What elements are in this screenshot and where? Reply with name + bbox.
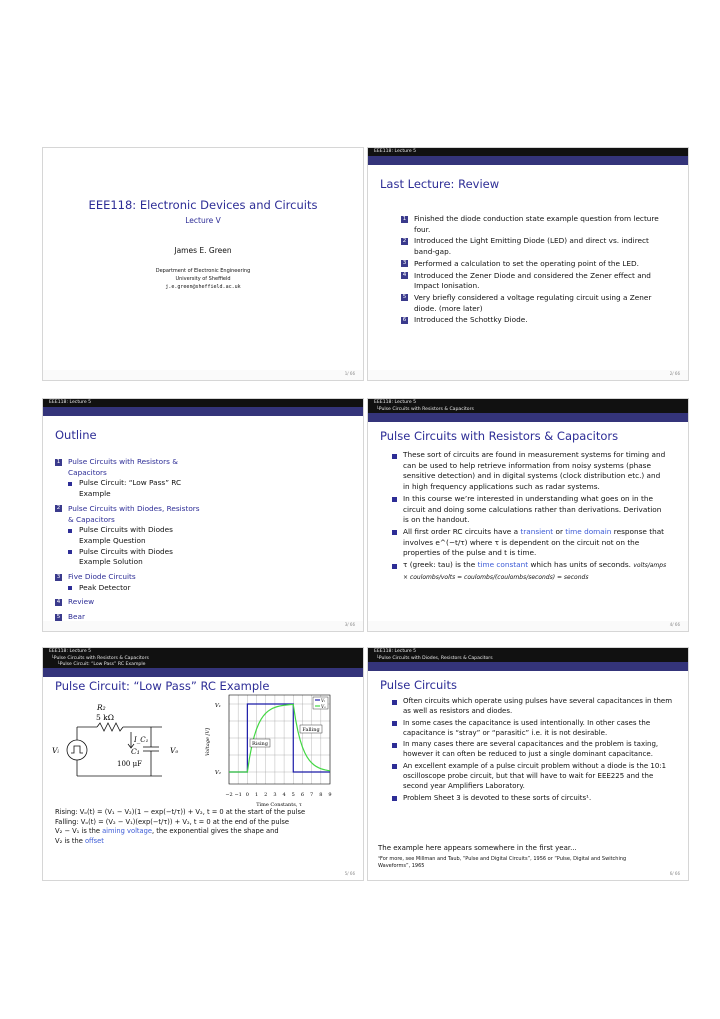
label-vi: Vᵢ xyxy=(52,746,59,755)
item-number-badge: 1 xyxy=(402,215,407,222)
review-item xyxy=(401,293,663,314)
bullets xyxy=(390,696,680,804)
breadcrumb: └Pulse Circuits with Diodes, Resistors & Capacitors xyxy=(376,656,493,661)
slide-title: Pulse Circuit: “Low Pass” RC Example xyxy=(55,679,270,693)
breadcrumb: └Pulse Circuits with Resistors & Capacitors xyxy=(376,407,474,412)
email: j.e.green@sheffield.ac.uk xyxy=(165,284,241,290)
item-number-badge: 4 xyxy=(402,272,407,279)
item-number-badge: 6 xyxy=(402,316,407,323)
bullet-3 xyxy=(390,527,668,559)
label-v2: V₂ xyxy=(214,770,221,776)
section-number-badge: 2 xyxy=(56,505,61,512)
bullet xyxy=(390,739,680,760)
subsection-link[interactable]: Pulse Circuits with Diodes Example Solution xyxy=(79,546,173,567)
slide-5-lowpass-example xyxy=(42,647,364,881)
slide-header xyxy=(43,648,363,668)
bullet xyxy=(390,718,680,739)
bullet xyxy=(390,696,680,717)
item-number-badge: 2 xyxy=(402,237,407,244)
label-c-value: 100 μF xyxy=(117,760,142,768)
slide-title: Pulse Circuits xyxy=(380,678,457,692)
subsection-bullet xyxy=(68,529,72,533)
item-text: Introduced the Schottky Diode. xyxy=(414,315,528,325)
header-lecture: EEE118: Lecture 5 xyxy=(49,649,92,654)
legend-label-vi: Vᵢ xyxy=(321,699,325,704)
units-equation: volts/amps × coulombs/volts = coulombs/(coulombs/seconds) = seconds xyxy=(403,562,667,581)
bullet-4 xyxy=(390,560,668,583)
text: or xyxy=(555,526,563,536)
falling-equation: Falling: Vₒ(t) = (V₂ − V₁)(exp(−t/τ)) + V₂, t = 0 at the end of the pulse xyxy=(55,817,290,826)
section-number-badge: 4 xyxy=(56,598,61,605)
text: V₂ is the xyxy=(55,836,83,845)
review-item xyxy=(401,271,663,292)
rising-annotation: Rising xyxy=(252,741,268,747)
section-link[interactable]: Bear xyxy=(68,612,85,622)
page-number: 5/ 66 xyxy=(344,871,355,876)
rc-circuit-diagram xyxy=(47,696,187,796)
subsection-link[interactable]: Pulse Circuit: “Low Pass” RC Example xyxy=(79,478,182,499)
equations xyxy=(55,808,347,846)
item-text: Very briefly considered a voltage regulating circuit using a Zener diode. (more later) xyxy=(414,292,652,313)
aiming-voltage-line xyxy=(55,827,347,837)
outline-list xyxy=(55,453,205,623)
breadcrumb-section: Pulse Circuits with Resistors & Capacitors xyxy=(378,407,474,412)
x-tick-label: 8 xyxy=(319,792,323,798)
page-number: 2/ 66 xyxy=(669,371,680,376)
header-band xyxy=(368,662,688,671)
university: University of Sheffield xyxy=(175,276,231,282)
legend-label-vo: Vₒ xyxy=(321,705,326,710)
footer xyxy=(368,370,688,380)
subsection-bullet xyxy=(68,550,72,554)
page-number: 3/ 66 xyxy=(344,622,355,627)
slide-title: Last Lecture: Review xyxy=(380,177,500,191)
label-r-value: 5 kΩ xyxy=(96,713,114,722)
page-number: 6/ 66 xyxy=(669,871,680,876)
slide-1-title xyxy=(42,147,364,381)
footer xyxy=(43,370,363,380)
y-axis-label: Voltage [V] xyxy=(205,727,211,757)
header-band xyxy=(43,668,363,677)
term-transient: transient xyxy=(520,526,554,536)
resistor-r2-symbol xyxy=(97,723,123,731)
section-number-badge: 3 xyxy=(56,573,61,580)
bullet-text: In this course we’re interested in understanding what goes on in the circuit and doing some calculations rather than derivations. Derivation is on the handout. xyxy=(403,493,662,525)
section-number-badge: 5 xyxy=(56,613,61,620)
text: τ (greek: tau) is the xyxy=(403,560,476,570)
review-item xyxy=(401,259,663,270)
subsection-bullet xyxy=(68,586,72,590)
section-number-badge: 1 xyxy=(56,458,61,465)
x-tick-label: −1 xyxy=(234,792,242,798)
bullet-text: In some cases the capacitance is used intentionally. In other cases the capacitance is “stray” or “parasitic” i.e. it is not desirable. xyxy=(403,718,651,737)
footnote: ¹For more, see Millman and Taub, “Pulse and Digital Circuits”, 1956 or “Pulse, Digital and Switching Waveforms”, 1965 xyxy=(378,856,627,869)
term-aiming-voltage: aiming voltage xyxy=(102,827,153,835)
section-link[interactable]: Pulse Circuits with Resistors & Capacitors xyxy=(68,457,178,477)
outline-subsection[interactable] xyxy=(55,583,205,594)
term-time-domain: time domain xyxy=(565,526,612,536)
footer xyxy=(43,621,363,631)
text: response that involves e^(−t/τ) where τ is dependent on the circuit not on the properties of the pulse and t is time. xyxy=(403,526,665,558)
review-item xyxy=(401,214,663,235)
x-tick-label: 2 xyxy=(264,792,268,798)
item-text: Finished the diode conduction state example question from lecture four. xyxy=(414,214,659,234)
header-lecture: EEE118: Lecture 5 xyxy=(374,400,417,405)
review-item xyxy=(401,315,663,326)
outline-section[interactable] xyxy=(55,597,205,608)
bullet-text: An excellent example of a pulse circuit problem without a diode is the 10:1 oscilloscope probe circuit, but that will have to wait for EEE225 and the second year Amplifiers Laboratory. xyxy=(403,761,667,791)
page-number: 1/ 66 xyxy=(344,371,355,376)
deck-title: EEE118: Electronic Devices and Circuits xyxy=(88,198,318,212)
outline-section[interactable] xyxy=(55,572,205,583)
breadcrumb-section: Pulse Circuits with Resistors & Capacitors xyxy=(53,656,149,661)
slide-header xyxy=(43,399,363,407)
slide-header xyxy=(368,148,688,156)
slide-3-outline xyxy=(42,398,364,632)
bullet-1 xyxy=(390,450,668,493)
pulse-glyph xyxy=(71,746,83,753)
breadcrumb-section: Pulse Circuits with Diodes, Resistors & Capacitors xyxy=(378,656,493,661)
term-time-constant: time constant xyxy=(477,560,529,570)
header-band xyxy=(368,156,688,165)
series-vo-line xyxy=(229,704,330,772)
slide-6-pulse-circuits xyxy=(367,647,689,881)
slide-title: Outline xyxy=(55,428,97,442)
x-tick-label: 0 xyxy=(245,792,249,798)
text: V₂ − V₁ is the xyxy=(55,827,100,835)
breadcrumb-subsection: Pulse Circuit: “Low Pass” RC Example xyxy=(59,662,146,667)
bullet xyxy=(390,761,680,792)
header-band xyxy=(43,407,363,416)
x-tick-label: 5 xyxy=(291,792,295,798)
bullet-2 xyxy=(390,494,668,526)
slide-title: Pulse Circuits with Resistors & Capacitors xyxy=(380,429,619,443)
author: James E. Green xyxy=(174,246,232,255)
x-tick-label: 1 xyxy=(254,792,259,798)
subsection-bullet xyxy=(68,482,72,486)
lecture-number: Lecture V xyxy=(185,216,221,225)
x-tick-label: 4 xyxy=(282,792,286,798)
header-lecture: EEE118: Lecture 5 xyxy=(374,649,417,654)
x-tick-label: 7 xyxy=(310,792,314,798)
slide-4-pulse-circuits xyxy=(367,398,689,632)
text: All first order RC circuits have a xyxy=(403,526,519,536)
section-link[interactable]: Pulse Circuits with Diodes, Resistors & Capacitors xyxy=(68,503,200,524)
label-c1: C₁ xyxy=(131,747,140,756)
rising-equation: Rising: Vₒ(t) = (V₁ − V₂)(1 − exp(−t/τ)) + V₂, t = 0 at the start of the pulse xyxy=(55,808,306,816)
footer xyxy=(368,621,688,631)
outline-subsection[interactable] xyxy=(55,525,205,546)
x-tick-label: −2 xyxy=(225,792,233,798)
section-link[interactable]: Five Diode Circuits xyxy=(68,572,136,582)
falling-annotation: Falling xyxy=(302,727,320,733)
label-vo: Vₒ xyxy=(170,746,179,755)
section-link[interactable]: Review xyxy=(68,597,95,607)
header-band xyxy=(368,413,688,422)
bullet-text: Often circuits which operate using pulses have several capacitances in them as well as resistors and diodes. xyxy=(403,697,673,716)
item-text: Performed a calculation to set the operating point of the LED. xyxy=(414,258,639,268)
x-tick-label: 6 xyxy=(300,792,305,798)
label-ic1: I_C₁ xyxy=(134,736,149,744)
x-axis-label: Time Constants, τ xyxy=(256,802,302,808)
example-note: The example here appears somewhere in the first year... xyxy=(378,844,577,852)
header-lecture: EEE118: Lecture 5 xyxy=(49,400,92,405)
slide-2-review xyxy=(367,147,689,381)
item-number-badge: 3 xyxy=(402,260,407,267)
item-text: Introduced the Light Emitting Diode (LED) and direct vs. indirect band-gap. xyxy=(414,236,649,257)
department: Department of Electronic Engineering xyxy=(155,268,251,274)
subsection-link[interactable]: Peak Detector xyxy=(79,582,131,592)
slide-header xyxy=(368,399,688,413)
outline-subsection[interactable] xyxy=(55,478,205,499)
breadcrumb: └Pulse Circuits with Resistors & Capacitors xyxy=(51,656,149,661)
page-number: 4/ 66 xyxy=(669,622,680,627)
outline-section[interactable] xyxy=(55,504,205,525)
pulse-source-symbol xyxy=(67,740,87,760)
bullet-text: Problem Sheet 3 is devoted to these sorts of circuits¹. xyxy=(403,793,592,802)
subsection-link[interactable]: Pulse Circuits with Diodes Example Question xyxy=(79,525,173,545)
header-lecture: EEE118: Lecture 5 xyxy=(374,149,417,154)
slide-header xyxy=(368,648,688,662)
text: which has units of seconds. xyxy=(530,560,632,570)
outline-section[interactable] xyxy=(55,457,205,478)
outline-subsection[interactable] xyxy=(55,547,205,568)
x-tick-label: 9 xyxy=(328,792,332,798)
bullets xyxy=(390,450,668,584)
label-v1: V₁ xyxy=(214,703,221,709)
item-number-badge: 5 xyxy=(402,294,407,301)
label-r2: R₂ xyxy=(97,703,106,712)
bullet xyxy=(390,793,680,803)
waveform-chart xyxy=(199,692,349,812)
term-offset: offset xyxy=(84,836,104,845)
review-list xyxy=(401,214,663,327)
offset-line xyxy=(55,837,347,847)
breadcrumb-sub: └Pulse Circuit: “Low Pass” RC Example xyxy=(57,662,146,667)
review-item xyxy=(401,236,663,257)
bullet-text: These sort of circuits are found in measurement systems for timing and can be used to help retrieve information from noisy systems (phase sensitive detection) and in digital systems (clock distribution etc.) and in high frequency applications such as radar systems. xyxy=(403,450,666,492)
bullet-text: In many cases there are several capacitances and the problem is taxing, however it can often be reduced to just a single dominant capacitance. xyxy=(403,740,659,759)
x-tick-label: 3 xyxy=(273,792,277,798)
item-text: Introduced the Zener Diode and considered the Zener effect and Impact Ionisation. xyxy=(414,270,651,291)
text: , the exponential gives the shape and xyxy=(152,827,279,835)
